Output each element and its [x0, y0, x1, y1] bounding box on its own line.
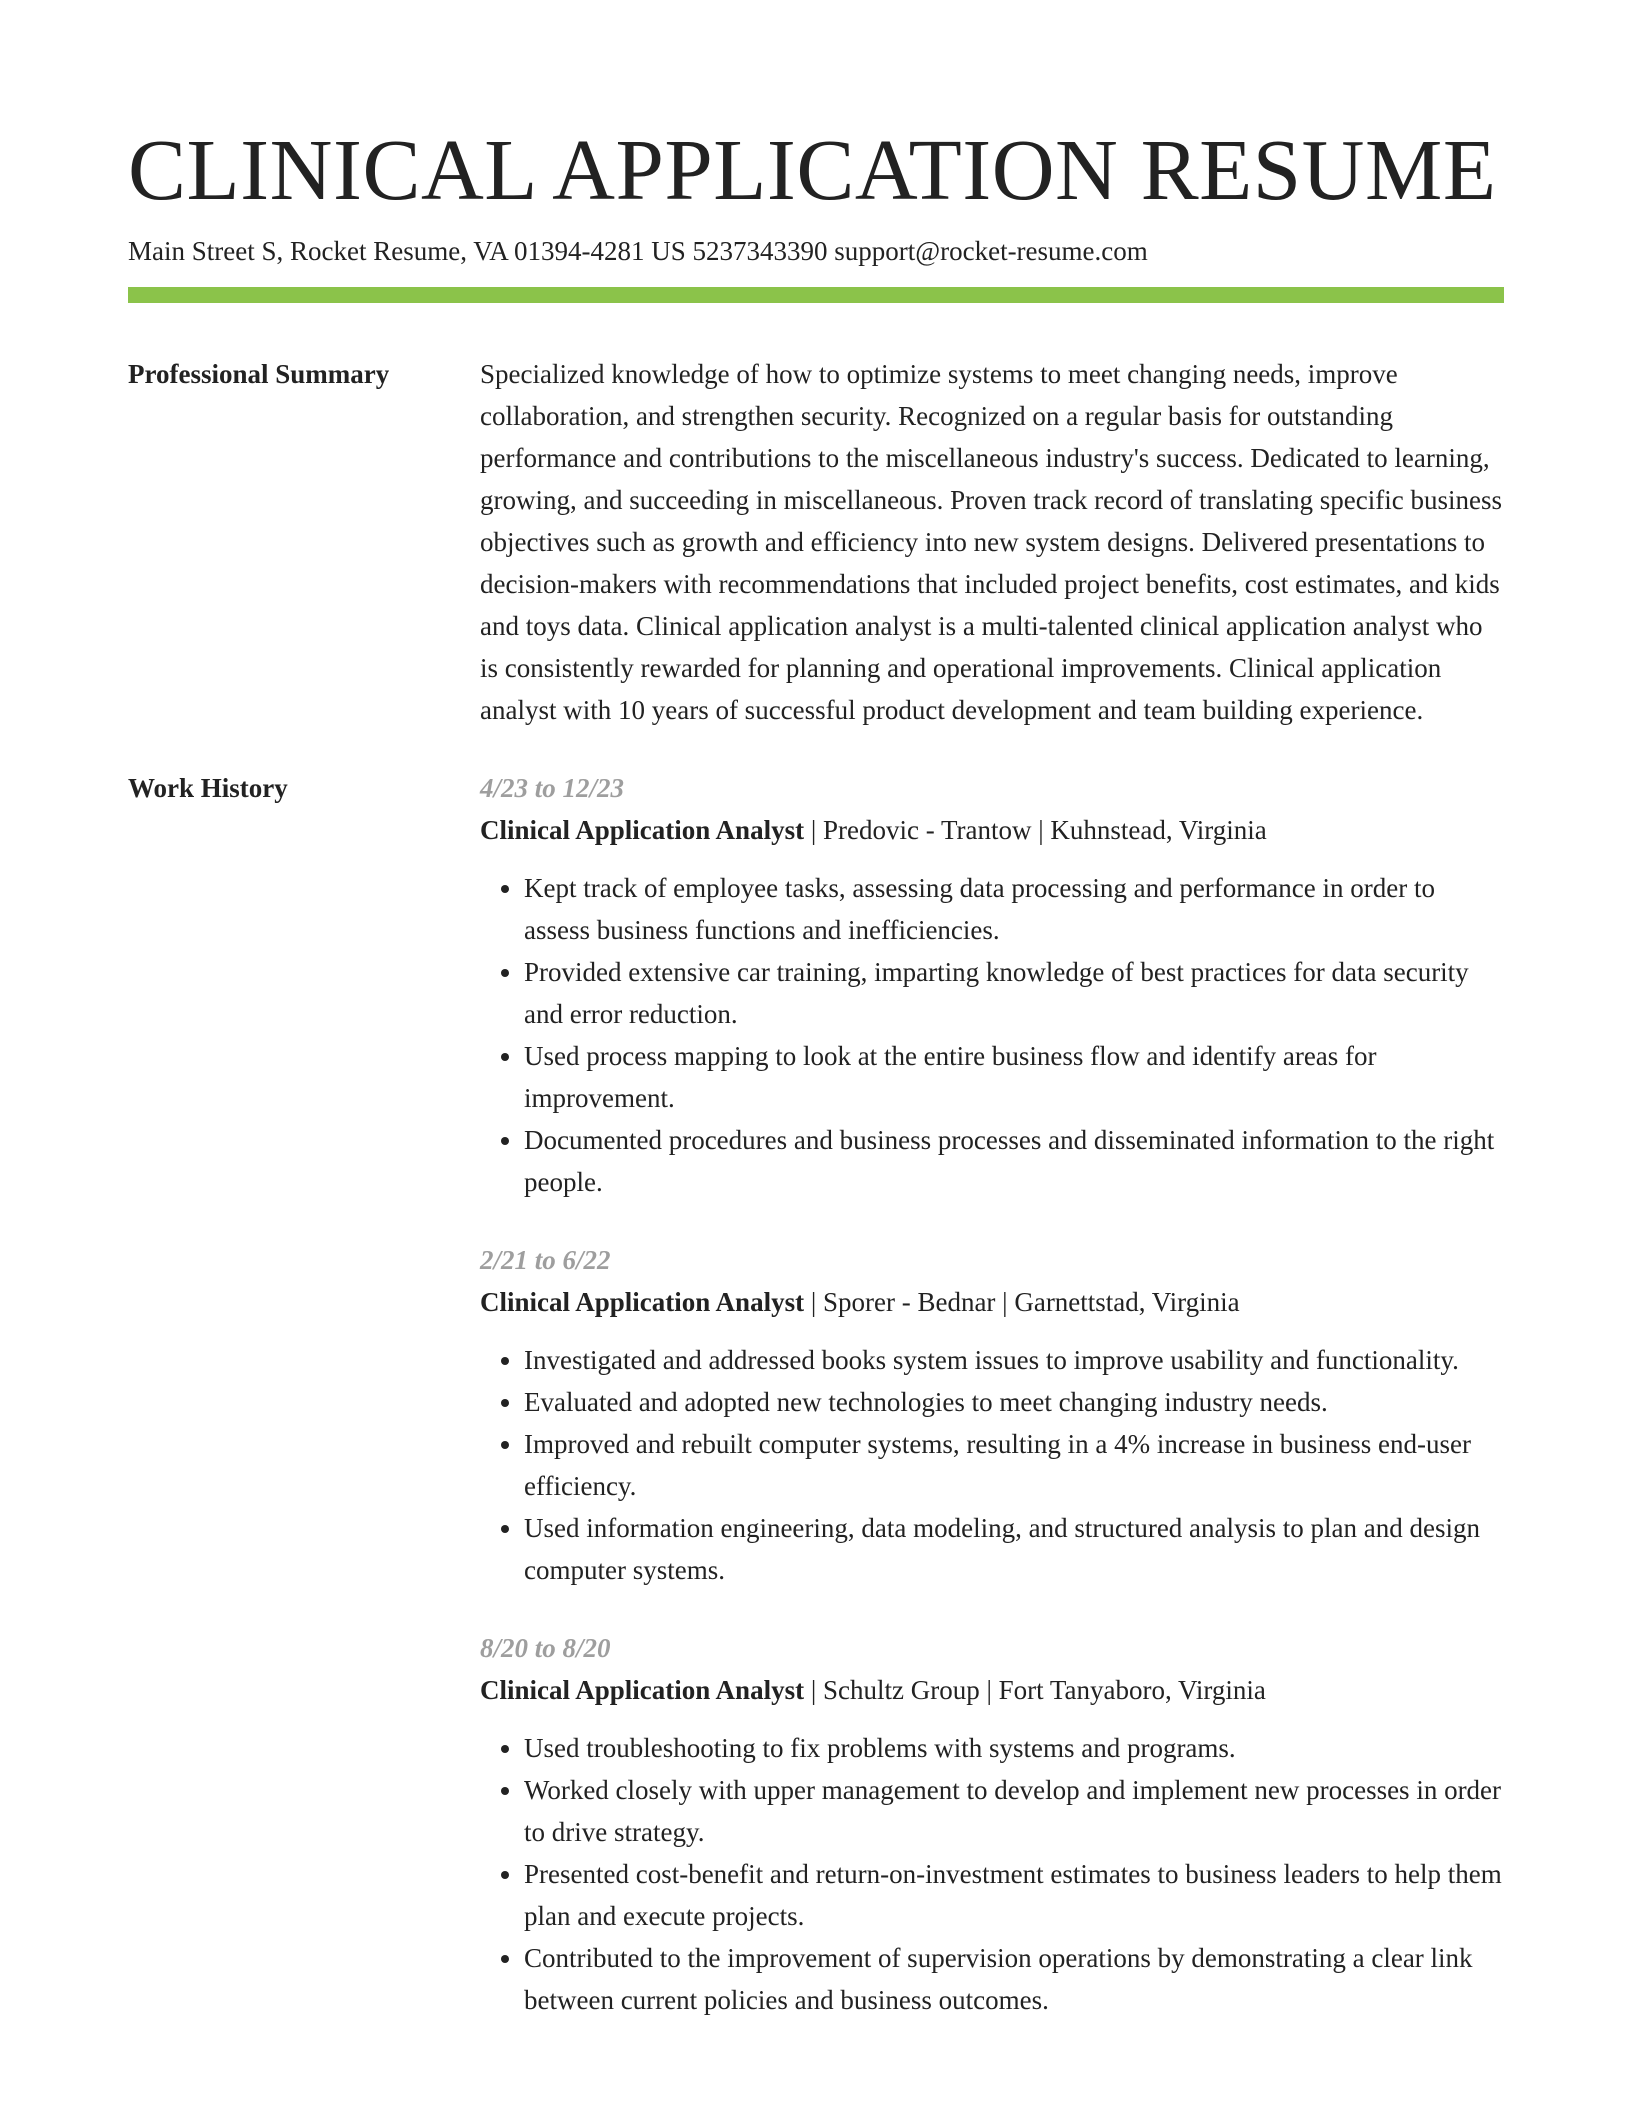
work-history-body [480, 767, 1504, 2057]
section-heading-summary: Professional Summary [128, 359, 390, 389]
summary-text: Specialized knowledge of how to optimize systems to meet changing needs, improve collaboration, and strengthen security. Recognized on a regular basis for outstanding performance and contributions to the miscellaneous industry's success. Dedicated to learning, growing, and succeeding in miscellaneous. Proven track record of translating specific business objectives such as growth and efficiency into new system designs. Delivered presentations to decision-makers with recommendations that included project benefits, cost estimates, and kids and toys data. Clinical application analyst is a multi-talented clinical application analyst who is consistently rewarded for planning and operational improvements. Clinical application analyst with 10 years of successful product development and team building experience. [480, 359, 1502, 725]
job-bullet: • Provided extensive car training, imparting knowledge of best practices for data security and error reduction. [524, 951, 1504, 1035]
job-dates: 4/23 to 12/23 [480, 773, 625, 803]
job-bullet: • Contributed to the improvement of supervision operations by demonstrating a clear link between current policies and business outcomes. [524, 1937, 1504, 2021]
job-bullet: • Evaluated and adopted new technologies to meet changing industry needs. [524, 1381, 1504, 1423]
professional-summary-section [128, 353, 1504, 731]
summary-body [480, 353, 1504, 731]
job-bullet: • Used information engineering, data modeling, and structured analysis to plan and design computer systems. [524, 1507, 1504, 1591]
job-entry [480, 1627, 1504, 2021]
job-heading [480, 809, 1504, 851]
job-bullet: • Used troubleshooting to fix problems with systems and programs. [524, 1727, 1504, 1769]
job-bullet-list [480, 867, 1504, 1203]
job-employer-location: | Schultz Group | Fort Tanyaboro, Virginia [804, 1675, 1266, 1705]
job-bullet: • Presented cost-benefit and return-on-investment estimates to business leaders to help them plan and execute projects. [524, 1853, 1504, 1937]
resume-page [128, 0, 1504, 2057]
section-heading-work-history: Work History [128, 773, 288, 803]
job-title: Clinical Application Analyst [480, 815, 805, 845]
job-dates: 2/21 to 6/22 [480, 1245, 611, 1275]
job-title: Clinical Application Analyst [480, 1287, 805, 1317]
job-bullet: • Used process mapping to look at the entire business flow and identify areas for improvement. [524, 1035, 1504, 1119]
resume-title: CLINICAL APPLICATION RESUME [128, 121, 1497, 218]
job-bullet: • Improved and rebuilt computer systems, resulting in a 4% increase in business end-user efficiency. [524, 1423, 1504, 1507]
job-bullet: • Worked closely with upper management to develop and implement new processes in order to drive strategy. [524, 1769, 1504, 1853]
job-heading [480, 1669, 1504, 1711]
job-bullet-list [480, 1339, 1504, 1591]
job-title: Clinical Application Analyst [480, 1675, 805, 1705]
contact-info: Main Street S, Rocket Resume, VA 01394-4281 US 5237343390 support@rocket-resume.com [128, 236, 1148, 266]
job-dates: 8/20 to 8/20 [480, 1633, 611, 1663]
header-divider [128, 287, 1504, 303]
job-employer-location: | Sporer - Bednar | Garnettstad, Virginia [804, 1287, 1240, 1317]
job-bullet: • Kept track of employee tasks, assessing data processing and performance in order to assess business functions and inefficiencies. [524, 867, 1504, 951]
job-heading [480, 1281, 1504, 1323]
job-bullet: • Documented procedures and business processes and disseminated information to the right people. [524, 1119, 1504, 1203]
work-history-section [128, 767, 1504, 2057]
job-entry [480, 1239, 1504, 1591]
job-entry [480, 767, 1504, 1203]
job-employer-location: | Predovic - Trantow | Kuhnstead, Virginia [804, 815, 1267, 845]
job-bullet-list [480, 1727, 1504, 2021]
job-bullet: • Investigated and addressed books system issues to improve usability and functionality. [524, 1339, 1504, 1381]
